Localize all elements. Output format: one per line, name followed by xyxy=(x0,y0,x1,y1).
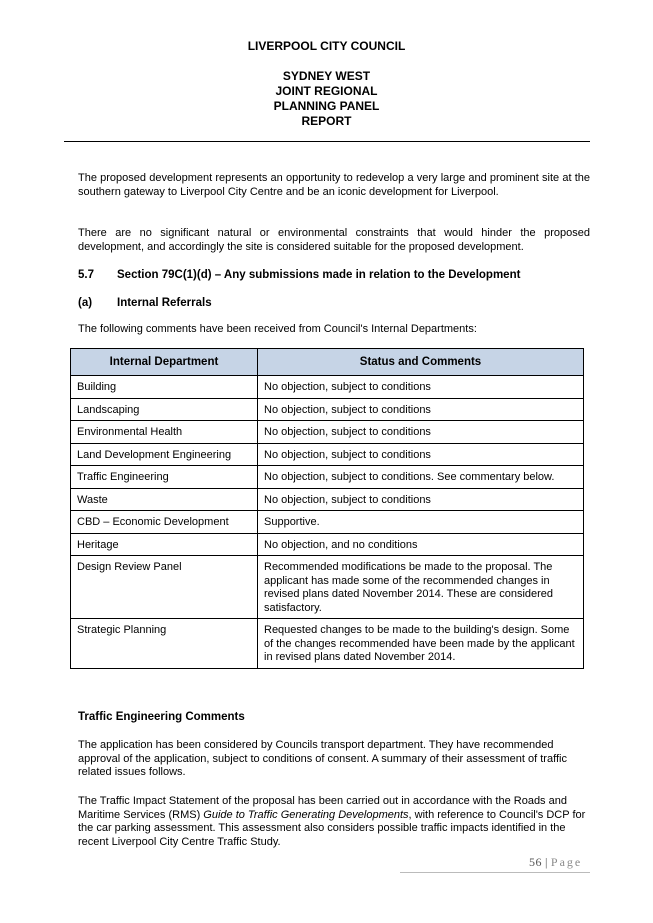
status-cell: Supportive. xyxy=(258,511,584,534)
table-row xyxy=(71,619,584,669)
text-run: The Traffic Impact Statement of the proposal has been carried out in accordance with the Roads and Maritime Services (RMS) xyxy=(78,795,567,821)
paragraph-traffic-impact xyxy=(78,795,590,849)
header-divider xyxy=(64,141,590,142)
status-cell: No objection, subject to conditions xyxy=(258,421,584,444)
guide-title: Guide to Traffic Generating Developments xyxy=(203,808,409,821)
status-cell: No objection, and no conditions xyxy=(258,533,584,556)
paragraph-traffic-summary: The application has been considered by Councils transport department. They have recommended approval of the application, subject to conditions of consent. A summary of their assessment of traffic related issues follows. xyxy=(78,739,567,778)
status-cell: No objection, subject to conditions xyxy=(258,398,584,421)
title-line: JOINT REGIONAL xyxy=(275,84,378,98)
status-cell: No objection, subject to conditions xyxy=(258,488,584,511)
department-cell: CBD – Economic Development xyxy=(71,511,258,534)
table-row xyxy=(71,466,584,489)
status-cell: No objection, subject to conditions xyxy=(258,443,584,466)
traffic-comments-heading: Traffic Engineering Comments xyxy=(78,711,245,723)
council-name: LIVERPOOL CITY COUNCIL xyxy=(247,39,406,53)
table-row xyxy=(71,398,584,421)
status-cell: No objection, subject to conditions xyxy=(258,376,584,399)
title-line: PLANNING PANEL xyxy=(273,99,380,113)
report-title xyxy=(0,69,653,129)
page-label: Page xyxy=(550,855,583,869)
page-footer xyxy=(529,855,582,870)
table-intro: The following comments have been received from Council's Internal Departments: xyxy=(78,323,477,335)
paragraph-opportunity: The proposed development represents an opportunity to redevelop a very large and prominent site at the southern gateway to Liverpool City Centre and be an iconic development for Liverpool. xyxy=(78,172,590,198)
table-row xyxy=(71,421,584,444)
paragraph-constraints: There are no significant natural or environmental constraints that would hinder the proposed development, and accordingly the site is considered suitable for the proposed development. xyxy=(78,227,590,253)
department-cell: Heritage xyxy=(71,533,258,556)
title-line: REPORT xyxy=(301,114,352,128)
table-row xyxy=(71,488,584,511)
column-header-department: Internal Department xyxy=(71,349,258,376)
internal-referrals-table xyxy=(70,348,584,669)
department-cell: Strategic Planning xyxy=(71,619,258,669)
status-cell: Requested changes to be made to the building's design. Some of the changes recommended have been made by the applicant in revised plans dated November 2014. xyxy=(258,619,584,669)
department-cell: Building xyxy=(71,376,258,399)
department-cell: Traffic Engineering xyxy=(71,466,258,489)
section-heading-5-7 xyxy=(78,268,520,282)
status-cell: Recommended modifications be made to the proposal. The applicant has made some of the recommended changes in revised plans dated November 2014. These are considered satisfactory. xyxy=(258,556,584,619)
section-title: Internal Referrals xyxy=(117,297,212,309)
footer-divider xyxy=(400,872,590,873)
table-row xyxy=(71,533,584,556)
section-heading-a xyxy=(78,296,212,310)
status-cell: No objection, subject to conditions. See commentary below. xyxy=(258,466,584,489)
column-header-status: Status and Comments xyxy=(258,349,584,376)
text-run: , with reference to Council's DCP for the car parking assessment. This assessment also considers possible traffic impacts identified in the recent Liverpool City Centre Traffic Study. xyxy=(78,808,586,848)
department-cell: Landscaping xyxy=(71,398,258,421)
section-number: (a) xyxy=(78,297,93,309)
table-row xyxy=(71,511,584,534)
title-line: SYDNEY WEST xyxy=(282,69,371,83)
table-row xyxy=(71,376,584,399)
section-title: Section 79C(1)(d) – Any submissions made in relation to the Development xyxy=(117,269,521,281)
page-number: 56 xyxy=(529,855,542,869)
department-cell: Design Review Panel xyxy=(71,556,258,619)
department-cell: Environmental Health xyxy=(71,421,258,444)
department-cell: Waste xyxy=(71,488,258,511)
footer-separator: | xyxy=(545,855,548,869)
section-number: 5.7 xyxy=(78,269,94,281)
table-row xyxy=(71,443,584,466)
table-header-row xyxy=(71,349,584,376)
department-cell: Land Development Engineering xyxy=(71,443,258,466)
table-row xyxy=(71,556,584,619)
